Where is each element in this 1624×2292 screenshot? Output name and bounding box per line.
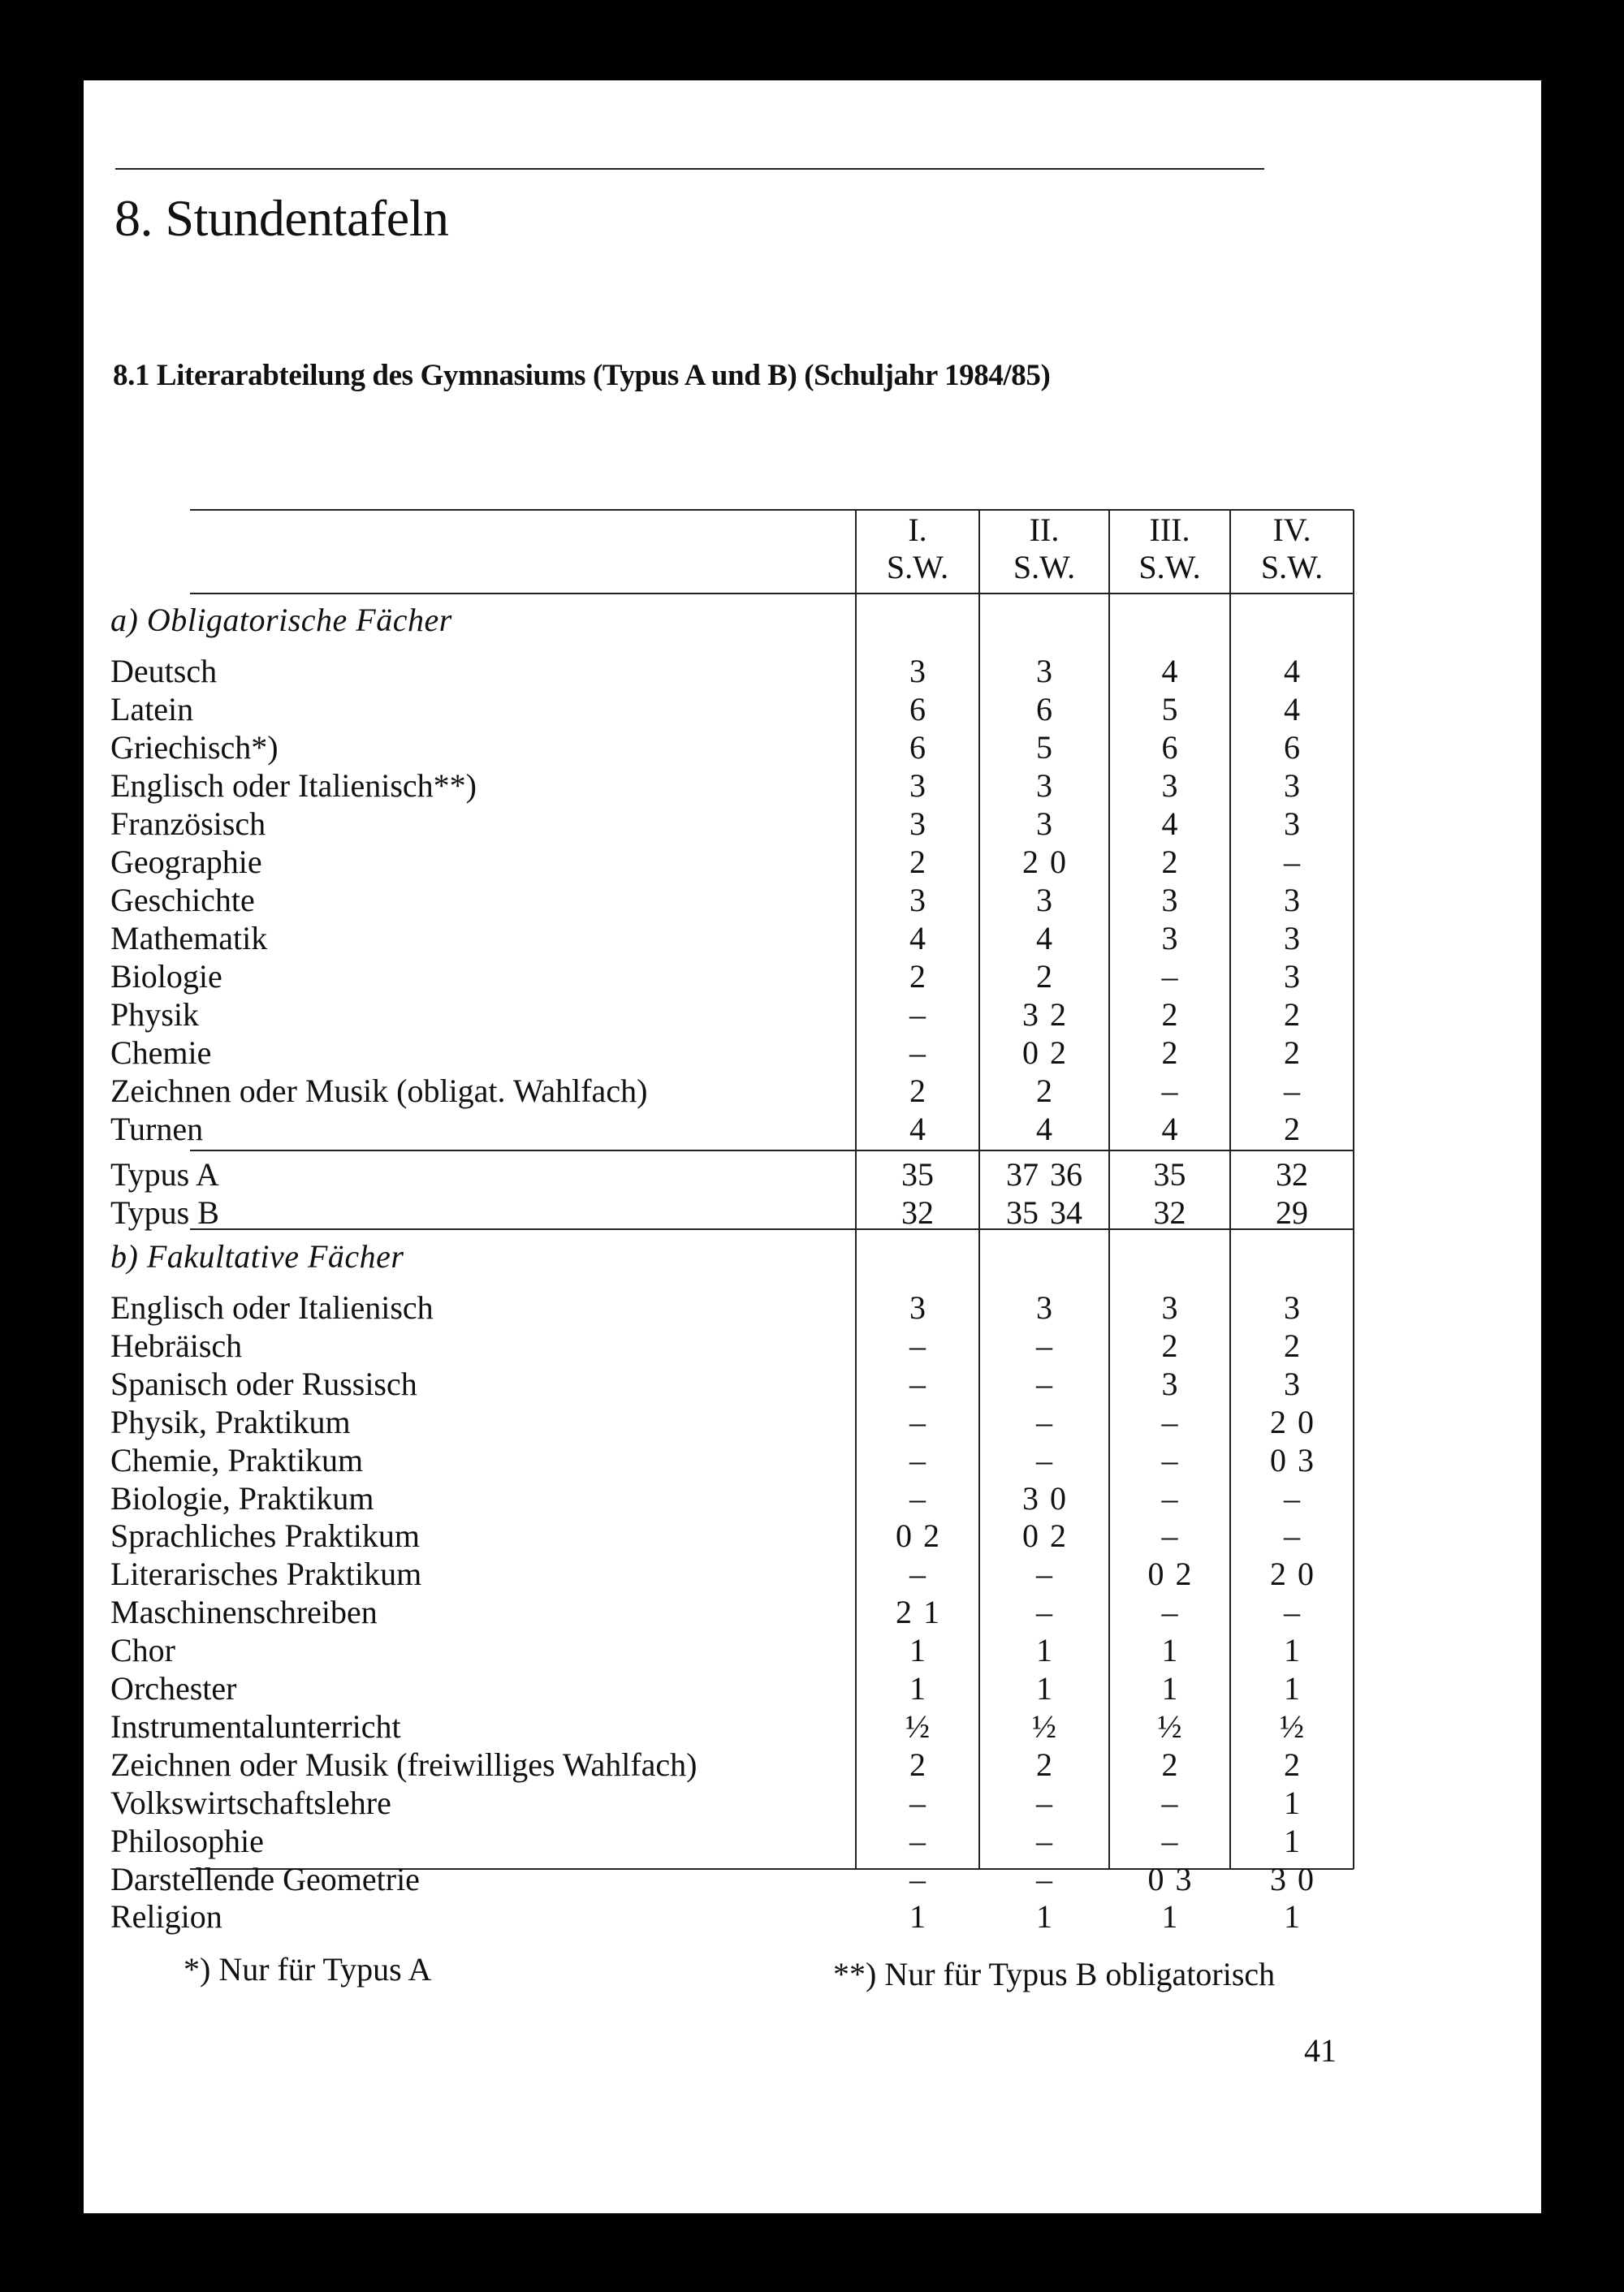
hours-year-1: 0 2 — [896, 1517, 939, 1555]
hours-year-3: 35 — [1153, 1156, 1186, 1193]
subject-name: Religion — [110, 1898, 222, 1936]
hours-year-3: – — [1161, 1594, 1178, 1631]
hours-year-2: – — [1036, 1365, 1052, 1402]
hours-year-2: 3 — [1036, 805, 1052, 842]
hours-year-3: 32 — [1153, 1194, 1186, 1231]
subject-name: Französisch — [110, 805, 266, 842]
hours-year-3: – — [1161, 1441, 1178, 1478]
hours-year-3: 2 — [1161, 996, 1178, 1033]
hours-year-1: 3 — [909, 767, 926, 804]
subject-name: Geschichte — [110, 882, 255, 918]
hours-year-1: 4 — [909, 1111, 926, 1147]
column-header-4 — [1230, 511, 1354, 586]
column-header-2-unit: S.W. — [1013, 549, 1076, 585]
section-title: 8.1 Literarabteilung des Gymnasiums (Typus A und B) (Schuljahr 1984/85) — [113, 359, 1051, 392]
hours-year-4: 2 0 — [1270, 1556, 1314, 1593]
hours-year-3: – — [1161, 1479, 1178, 1517]
subject-name: Darstellende Geometrie — [110, 1860, 420, 1897]
hours-year-2: 37 36 — [1006, 1156, 1082, 1193]
hours-year-3: – — [1161, 958, 1178, 995]
page-number: 41 — [1304, 2032, 1337, 2069]
hours-year-2: 2 — [1036, 1073, 1052, 1109]
hours-year-2: 0 2 — [1022, 1034, 1066, 1071]
optional-row — [101, 1366, 1343, 1403]
hours-year-2: 0 2 — [1022, 1517, 1066, 1555]
hours-year-4: – — [1284, 1479, 1300, 1517]
obligatory-row — [101, 996, 1343, 1034]
hours-year-1: – — [909, 1327, 926, 1364]
hours-year-3: 3 — [1161, 920, 1178, 956]
hours-year-3: 2 — [1161, 1746, 1178, 1783]
optional-row — [101, 1632, 1343, 1669]
obligatory-row — [101, 882, 1343, 919]
column-header-1-year: I. — [908, 511, 927, 548]
hours-year-2: 4 — [1036, 920, 1052, 956]
hours-year-4: 2 — [1284, 1327, 1300, 1364]
hours-year-3: ½ — [1157, 1707, 1182, 1745]
hours-year-4: 29 — [1276, 1194, 1308, 1231]
obligatory-row — [101, 767, 1343, 805]
hours-year-1: – — [909, 1822, 926, 1859]
column-header-4-year: IV. — [1272, 511, 1311, 548]
hours-year-3: 2 — [1161, 1327, 1178, 1364]
hours-year-4: ½ — [1280, 1707, 1304, 1745]
optional-row — [101, 1480, 1343, 1517]
subject-name: Physik — [110, 996, 199, 1033]
hours-year-3: 3 — [1161, 1289, 1178, 1326]
hours-year-4: 3 — [1284, 920, 1300, 956]
optional-row — [101, 1708, 1343, 1746]
hours-year-4: 2 0 — [1270, 1403, 1314, 1440]
obligatory-row — [101, 844, 1343, 881]
hours-year-3: 3 — [1161, 1365, 1178, 1402]
hours-year-1: 3 — [909, 653, 926, 689]
hours-year-1: 2 — [909, 1073, 926, 1109]
hours-year-1: 6 — [909, 691, 926, 727]
hours-year-4: 2 — [1284, 1111, 1300, 1147]
subject-name: Mathematik — [110, 920, 268, 956]
column-header-2 — [979, 511, 1109, 586]
obligatory-heading: a) Obligatorische Fächer — [110, 602, 452, 638]
hours-year-4: 2 — [1284, 996, 1300, 1033]
hours-year-2: – — [1036, 1784, 1052, 1821]
hours-year-2: – — [1036, 1594, 1052, 1631]
hours-year-4: – — [1284, 844, 1300, 880]
timetable — [101, 425, 1343, 1936]
hours-year-2: – — [1036, 1822, 1052, 1859]
subject-name: Hebräisch — [110, 1327, 243, 1364]
hours-year-1: – — [909, 1034, 926, 1071]
optional-row — [101, 1327, 1343, 1365]
obligatory-row — [101, 1034, 1343, 1072]
hours-year-1: – — [909, 1365, 926, 1402]
obligatory-row — [101, 1073, 1343, 1110]
obligatory-row — [101, 691, 1343, 728]
hours-year-3: 4 — [1161, 1111, 1178, 1147]
hours-year-3: 1 — [1161, 1670, 1178, 1707]
hours-year-1: – — [909, 996, 926, 1033]
hours-year-2: 5 — [1036, 729, 1052, 766]
optional-row — [101, 1670, 1343, 1707]
column-header-2-year: II. — [1029, 511, 1060, 548]
column-header-3-unit: S.W. — [1138, 549, 1201, 585]
subject-name: Biologie, Praktikum — [110, 1479, 374, 1517]
hours-year-2: 2 — [1036, 1746, 1052, 1783]
subject-name: Chemie, Praktikum — [110, 1441, 364, 1478]
hours-year-1: – — [909, 1441, 926, 1478]
hours-year-3: – — [1161, 1784, 1178, 1821]
chapter-rule — [115, 168, 1264, 170]
obligatory-row — [101, 729, 1343, 766]
optional-heading: b) Fakultative Fächer — [110, 1238, 404, 1275]
hours-year-3: 2 — [1161, 844, 1178, 880]
hours-year-1: – — [909, 1556, 926, 1593]
optional-row — [101, 1594, 1343, 1631]
hours-year-4: 1 — [1284, 1822, 1300, 1859]
hours-year-3: 1 — [1161, 1898, 1178, 1936]
hours-year-3: 3 — [1161, 767, 1178, 804]
hours-year-4: 1 — [1284, 1898, 1300, 1936]
hours-year-4: 3 — [1284, 1365, 1300, 1402]
footnote-typus-b: **) Nur für Typus B obligatorisch — [833, 1956, 1276, 1992]
optional-row — [101, 1442, 1343, 1479]
chapter-title: 8. Stundentafeln — [114, 189, 449, 247]
hours-year-2: 3 — [1036, 1289, 1052, 1326]
optional-row — [101, 1289, 1343, 1327]
hours-year-1: 6 — [909, 729, 926, 766]
hours-year-1: ½ — [905, 1707, 930, 1745]
hours-year-2: 3 — [1036, 882, 1052, 918]
hours-year-3: – — [1161, 1822, 1178, 1859]
optional-row — [101, 1823, 1343, 1860]
subject-name: Philosophie — [110, 1822, 264, 1859]
hours-year-3: 4 — [1161, 805, 1178, 842]
hours-year-1: 2 1 — [896, 1594, 939, 1631]
obligatory-row — [101, 653, 1343, 690]
subject-name: Geographie — [110, 844, 262, 880]
column-header-3-year: III. — [1149, 511, 1190, 548]
subject-name: Spanisch oder Russisch — [110, 1365, 417, 1402]
subject-name: Englisch oder Italienisch — [110, 1289, 434, 1326]
subject-name: Maschinenschreiben — [110, 1594, 378, 1631]
hours-year-4: 0 3 — [1270, 1441, 1314, 1478]
optional-row — [101, 1556, 1343, 1593]
hours-year-3: 4 — [1161, 653, 1178, 689]
obligatory-row — [101, 920, 1343, 957]
hours-year-3: 0 2 — [1147, 1556, 1192, 1593]
subject-name: Turnen — [110, 1111, 204, 1147]
hours-year-2: 1 — [1036, 1632, 1052, 1669]
totals-row — [101, 1194, 1343, 1232]
hours-year-4: 4 — [1284, 653, 1300, 689]
hours-year-1: 2 — [909, 1746, 926, 1783]
subject-name: Latein — [110, 691, 194, 727]
hours-year-4: 1 — [1284, 1784, 1300, 1821]
optional-row — [101, 1785, 1343, 1822]
hours-year-4: – — [1284, 1073, 1300, 1109]
subject-name: Biologie — [110, 958, 222, 995]
hours-year-4: 2 — [1284, 1746, 1300, 1783]
hours-year-4: 3 — [1284, 1289, 1300, 1326]
hours-year-1: – — [909, 1479, 926, 1517]
hours-year-1: 2 — [909, 958, 926, 995]
hours-year-2: 1 — [1036, 1898, 1052, 1936]
hours-year-3: 0 3 — [1147, 1860, 1192, 1897]
hours-year-1: 3 — [909, 882, 926, 918]
subject-name: Deutsch — [110, 653, 218, 689]
hours-year-4: 1 — [1284, 1632, 1300, 1669]
hours-year-2: – — [1036, 1556, 1052, 1593]
footnote-typus-a: *) Nur für Typus A — [184, 1951, 432, 1988]
hours-year-4: – — [1284, 1517, 1300, 1555]
hours-year-1: 3 — [909, 1289, 926, 1326]
column-header-1-unit: S.W. — [886, 549, 949, 585]
hours-year-3: – — [1161, 1403, 1178, 1440]
hours-year-4: 6 — [1284, 729, 1300, 766]
hours-year-1: – — [909, 1403, 926, 1440]
subject-name: Literarisches Praktikum — [110, 1556, 422, 1593]
hours-year-2: 6 — [1036, 691, 1052, 727]
hours-year-4: 3 — [1284, 882, 1300, 918]
subject-name: Englisch oder Italienisch**) — [110, 767, 477, 804]
hours-year-2: 1 — [1036, 1670, 1052, 1707]
hours-year-1: 1 — [909, 1632, 926, 1669]
subject-name: Instrumentalunterricht — [110, 1707, 401, 1745]
hours-year-4: 32 — [1276, 1156, 1308, 1193]
hours-year-2: 2 — [1036, 958, 1052, 995]
hours-year-1: 2 — [909, 844, 926, 880]
hours-year-3: 2 — [1161, 1034, 1178, 1071]
hours-year-3: 5 — [1161, 691, 1178, 727]
obligatory-row — [101, 958, 1343, 995]
hours-year-1: 4 — [909, 920, 926, 956]
hours-year-1: 3 — [909, 805, 926, 842]
column-header-4-unit: S.W. — [1260, 549, 1324, 585]
column-header-1 — [856, 511, 979, 586]
optional-row — [101, 1517, 1343, 1555]
hours-year-4: 3 0 — [1270, 1860, 1314, 1897]
obligatory-row — [101, 1111, 1343, 1148]
subject-name: Chor — [110, 1632, 175, 1669]
hours-year-1: 1 — [909, 1898, 926, 1936]
subject-name: Typus A — [110, 1156, 219, 1193]
subject-name: Chemie — [110, 1034, 212, 1071]
hours-year-2: ½ — [1032, 1707, 1056, 1745]
hours-year-4: 4 — [1284, 691, 1300, 727]
subject-name: Physik, Praktikum — [110, 1403, 351, 1440]
optional-row — [101, 1404, 1343, 1441]
hours-year-2: 35 34 — [1006, 1194, 1082, 1231]
hours-year-3: 6 — [1161, 729, 1178, 766]
hours-year-2: 4 — [1036, 1111, 1052, 1147]
hours-year-1: – — [909, 1860, 926, 1897]
hours-year-2: 3 — [1036, 653, 1052, 689]
hours-year-2: – — [1036, 1403, 1052, 1440]
hours-year-4: – — [1284, 1594, 1300, 1631]
hours-year-4: 2 — [1284, 1034, 1300, 1071]
hours-year-1: 32 — [901, 1194, 934, 1231]
hours-year-2: – — [1036, 1327, 1052, 1364]
subject-name: Orchester — [110, 1670, 237, 1707]
hours-year-2: 2 0 — [1022, 844, 1066, 880]
hours-year-4: 3 — [1284, 767, 1300, 804]
column-header-3 — [1109, 511, 1230, 586]
optional-row — [101, 1746, 1343, 1784]
hours-year-2: – — [1036, 1860, 1052, 1897]
optional-row — [101, 1898, 1343, 1936]
optional-row — [101, 1861, 1343, 1898]
hours-year-3: 3 — [1161, 882, 1178, 918]
subject-name: Typus B — [110, 1194, 219, 1231]
hours-year-1: 1 — [909, 1670, 926, 1707]
hours-year-4: 3 — [1284, 958, 1300, 995]
hours-year-2: 3 0 — [1022, 1479, 1066, 1517]
subject-name: Zeichnen oder Musik (obligat. Wahlfach) — [110, 1073, 648, 1109]
hours-year-4: 3 — [1284, 805, 1300, 842]
subject-name: Griechisch*) — [110, 729, 279, 766]
subject-name: Volkswirtschaftslehre — [110, 1784, 391, 1821]
hours-year-3: – — [1161, 1073, 1178, 1109]
hours-year-2: 3 2 — [1022, 996, 1066, 1033]
hours-year-1: 35 — [901, 1156, 934, 1193]
hours-year-4: 1 — [1284, 1670, 1300, 1707]
hours-year-3: 1 — [1161, 1632, 1178, 1669]
subject-name: Zeichnen oder Musik (freiwilliges Wahlfach) — [110, 1746, 698, 1783]
hours-year-2: – — [1036, 1441, 1052, 1478]
totals-row — [101, 1156, 1343, 1193]
obligatory-row — [101, 805, 1343, 843]
subject-name: Sprachliches Praktikum — [110, 1517, 421, 1555]
hours-year-3: – — [1161, 1517, 1178, 1555]
hours-year-2: 3 — [1036, 767, 1052, 804]
hours-year-1: – — [909, 1784, 926, 1821]
